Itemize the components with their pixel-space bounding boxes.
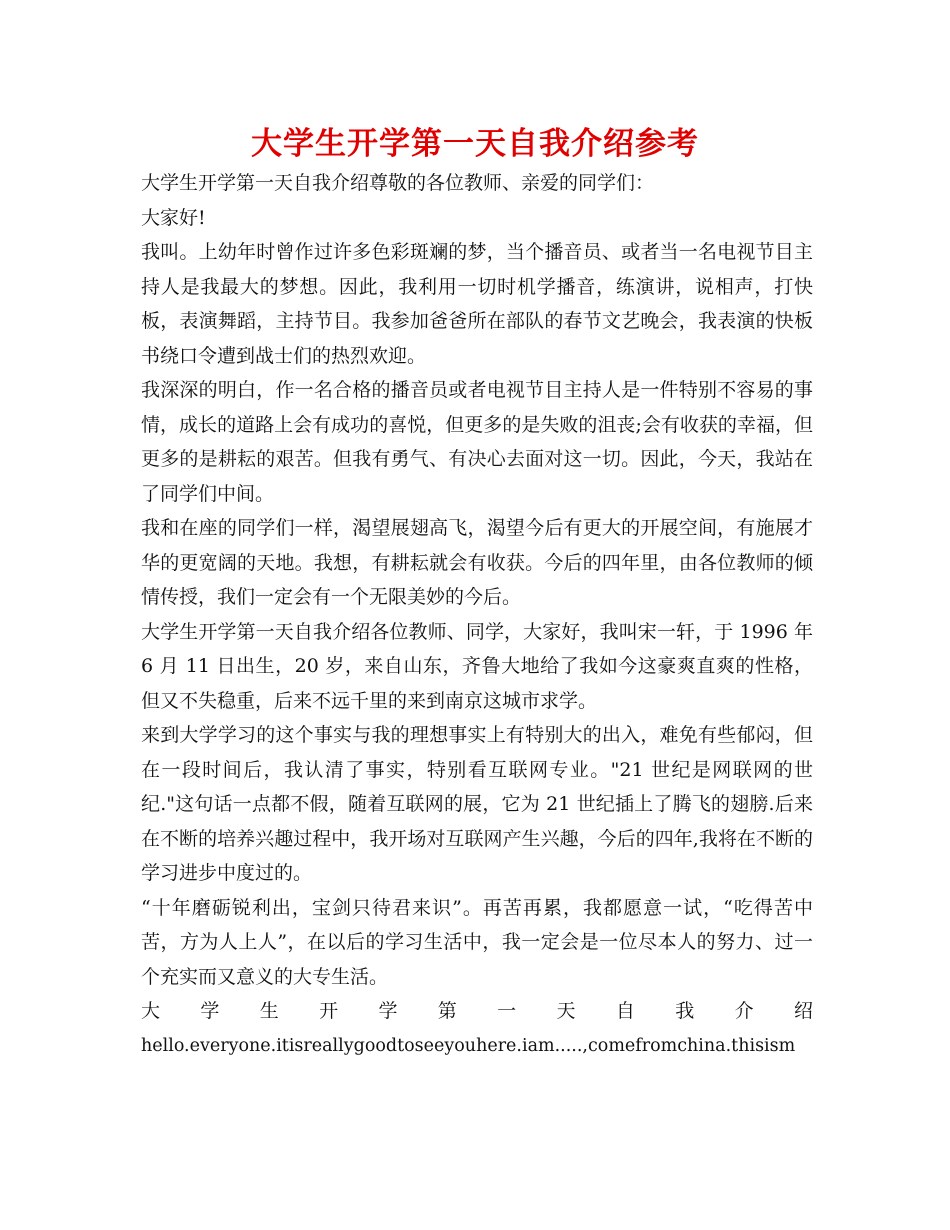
spaced-heading	[141, 994, 813, 1029]
spaced-heading-char: 生	[259, 1000, 279, 1022]
english-intro-line: hello.everyone.itisreallygoodtoseeyouhere.iam.....,comefromchina.thisism	[141, 1035, 796, 1056]
paragraph-dream: 我叫。上幼年时曾作过许多色彩斑斓的梦，当个播音员、或者当一名电视节目主持人是我最大的梦想。因此，我利用一切时机学播音，练演讲，说相声，打快板，表演舞蹈，主持节目。我参加爸爸所在部队的春节文艺晚会，我表演的快板书绕口令遭到战士们的热烈欢迎。	[141, 241, 813, 367]
spaced-heading-char: 我	[675, 1000, 695, 1022]
paragraph-greeting-line: 大学生开学第一天自我介绍尊敬的各位教师、亲爱的同学们：	[141, 172, 655, 194]
paragraph-motto: “十年磨砺锐利出，宝剑只待君来识”。再苦再累，我都愿意一试，“吃得苦中苦，方为人上人”，在以后的学习生活中，我一定会是一位尽本人的努力、过一个充实而又意义的大专生活。	[141, 896, 813, 988]
paragraph-aspiration: 我和在座的同学们一样，渴望展翅高飞，渴望今后有更大的开展空间，有施展才华的更宽阔的天地。我想，有耕耘就会有收获。今后的四年里，由各位教师的倾情传授，我们一定会有一个无限美妙的今后。	[141, 517, 813, 608]
spaced-heading-char: 开	[319, 1000, 339, 1022]
spaced-heading-char: 绍	[793, 1000, 813, 1022]
spaced-heading-char: 一	[497, 1000, 517, 1022]
document-body	[141, 166, 813, 1063]
paragraph-second-intro: 大学生开学第一天自我介绍各位教师、同学，大家好，我叫宋一轩，于 1996 年 6 月 11 日出生，20 岁，来自山东，齐鲁大地给了我如今这豪爽直爽的性格，但又不失稳重，后来不远千里的来到南京这城市求学。	[141, 620, 813, 712]
spaced-heading-char: 大	[141, 1000, 161, 1022]
document-title: 大学生开学第一天自我介绍参考	[251, 126, 699, 162]
spaced-heading-char: 第	[437, 1000, 457, 1022]
spaced-heading-char: 学	[200, 1000, 220, 1022]
spaced-heading-char: 天	[556, 1000, 576, 1022]
paragraph-understanding: 我深深的明白，作一名合格的播音员或者电视节目主持人是一件特别不容易的事情，成长的道路上会有成功的喜悦，但更多的是失败的沮丧;会有收获的幸福，但更多的是耕耘的艰苦。但我有勇气、有决心去面对这一切。因此，今天，我站在了同学们中间。	[141, 379, 813, 505]
spaced-heading-char: 学	[378, 1000, 398, 1022]
paragraph-internet: 来到大学学习的这个事实与我的理想事实上有特别大的出入，难免有些郁闷，但在一段时间后，我认清了事实，特别看互联网专业。"21 世纪是网联网的世纪."这句话一点都不假，随着互联网的展，它为 21 世纪插上了腾飞的翅膀.后来在不断的培养兴趣过程中，我开场对互联网产生兴趣，今后的四年,我将在不断的学习进步中度过的。	[141, 724, 813, 884]
spaced-heading-char: 自	[615, 1000, 635, 1022]
spaced-heading-char: 介	[734, 1000, 754, 1022]
paragraph-hello: 大家好!	[141, 206, 206, 229]
